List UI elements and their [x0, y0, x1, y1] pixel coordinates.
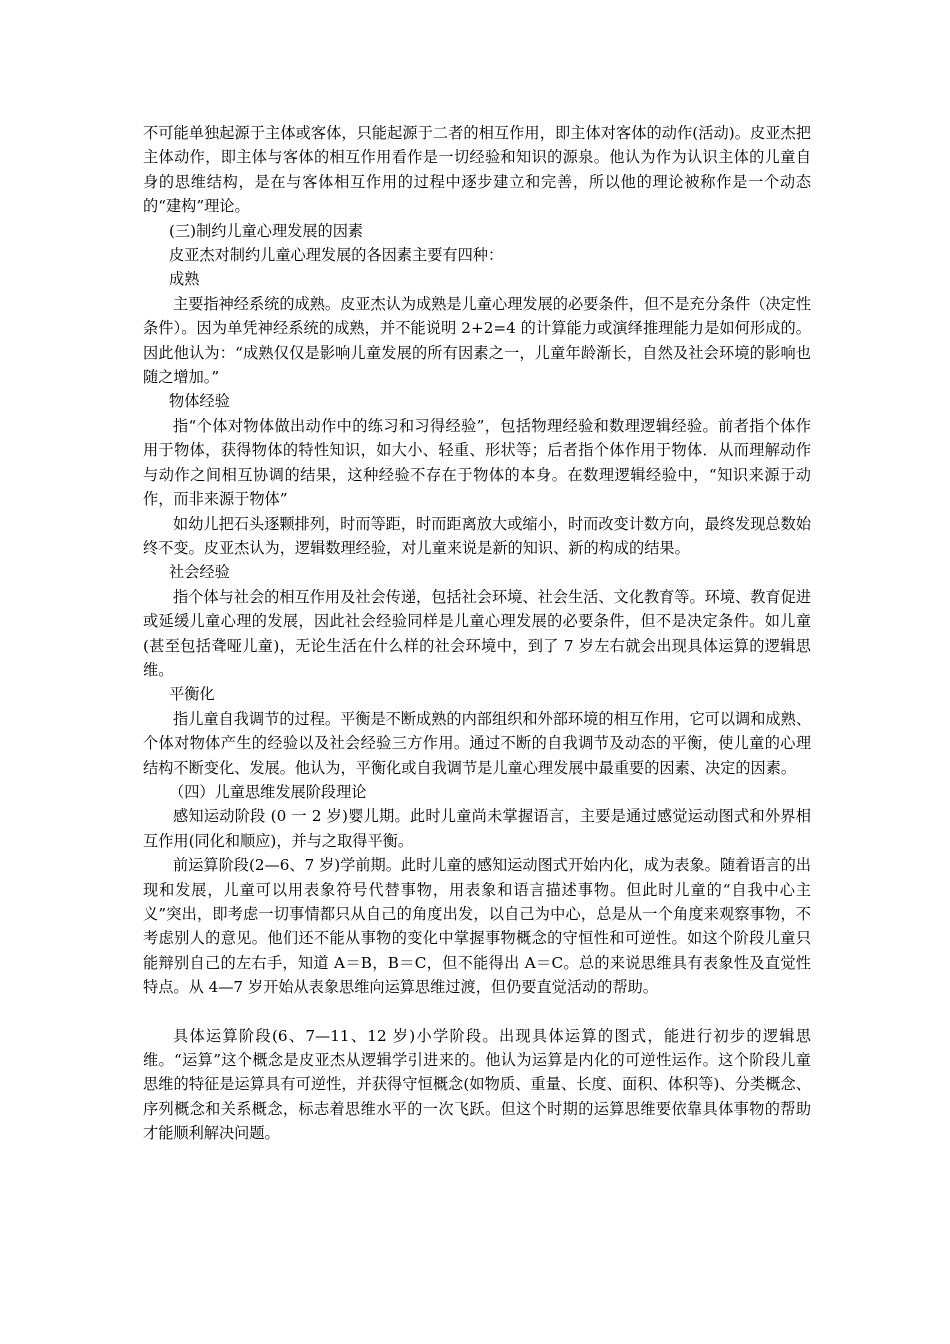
paragraph-gap [143, 1000, 811, 1024]
paragraph-social-experience: 指个体与社会的相互作用及社会传递，包括社会环境、社会生活、文化教育等。环境、教育促进或延缓儿童心理的发展，因此社会经验同样是儿童心理发展的必要条件，但不是决定条件。如儿童(甚至包括聋哑儿童)，无论生活在什么样的社会环境中，到了 7 岁左右就会出现具体运算的逻辑思维。 [143, 587, 811, 679]
document-page [143, 121, 811, 1146]
subheading-object-experience: 物体经验 [169, 392, 230, 411]
paragraph-sensorimotor-stage: 感知运动阶段 (0 一 2 岁)婴儿期。此时儿童尚未掌握语言，主要是通过感觉运动图式和外界相互作用(同化和顺应)，并与之取得平衡。 [143, 807, 811, 850]
paragraph-factors-intro: 皮亚杰对制约儿童心理发展的各因素主要有四种： [169, 246, 504, 265]
paragraph-maturation: 主要指神经系统的成熟。皮亚杰认为成熟是儿童心理发展的必要条件，但不是充分条件（决定性条件）。因为单凭神经系统的成熟，并不能说明 2+2=4 的计算能力或演绎推理能力是如何形成的。因此他认为：“成熟仅仅是影响儿童发展的所有因素之一，儿童年龄渐长，自然及社会环境的影响也随之增加。” [143, 294, 811, 387]
subheading-maturation: 成熟 [169, 270, 200, 289]
paragraph-object-experience: 指“个体对物体做出动作中的练习和习得经验”，包括物理经验和数理逻辑经验。前者指个体作用于物体，获得物体的特性知识，如大小、轻重、形状等；后者指个体作用于物体．从而理解动作与动作之间相互协调的结果，这种经验不存在于物体的本身。在数理逻辑经验中，“知识来源于动作，而非来源于物体” [143, 416, 811, 509]
paragraph-object-example: 如幼儿把石头逐颗排列，时而等距，时而距离放大或缩小，时而改变计数方向，最终发现总数始终不变。皮亚杰认为，逻辑数理经验，对儿童来说是新的知识、新的构成的结果。 [143, 514, 811, 557]
subheading-social-experience: 社会经验 [169, 563, 230, 582]
paragraph-preoperational-stage: 前运算阶段(2—6、7 岁)学前期。此时儿童的感知运动图式开始内化，成为表象。随着语言的出现和发展，儿童可以用表象符号代替事物，用表象和语言描述事物。但此时儿童的“自我中心主义”突出，即考虑一切事情都只从自己的角度出发，以自己为中心，总是从一个角度来观察事物，不考虑别人的意见。他们还不能从事物的变化中掌握事物概念的守恒性和可逆性。如这个阶段儿童只能辩别自己的左右手，知道 A＝B，B＝C，但不能得出 A＝C。总的来说思维具有表象性及直觉性特点。从 4—7 岁开始从表象思维向运算思维过渡，但仍要直觉活动的帮助。 [143, 856, 811, 997]
paragraph-concrete-operational-stage: 具体运算阶段(6、7—11、12 岁)小学阶段。出现具体运算的图式，能进行初步的逻辑思维。“运算”这个概念是皮亚杰从逻辑学引进来的。他认为运算是内化的可逆性运作。这个阶段儿童思维的特征是运算具有可逆性，并获得守恒概念(如物质、重量、长度、面积、体积等)、分类概念、序列概念和关系概念，标志着思维水平的一次飞跃。但这个时期的运算思维要依靠具体事物的帮助才能顺利解决问题。 [143, 1026, 811, 1143]
section-heading-factors: (三)制约儿童心理发展的因素 [169, 221, 364, 240]
subheading-equilibration: 平衡化 [169, 685, 215, 704]
section-heading-stages: （四）儿童思维发展阶段理论 [169, 782, 367, 801]
paragraph-continuation: 不可能单独起源于主体或客体，只能起源于二者的相互作用，即主体对客体的动作(活动)。皮亚杰把主体动作，即主体与客体的相互作用看作是一切经验和知识的源泉。他认为作为认识主体的儿童自身的思维结构，是在与客体相互作用的过程中逐步建立和完善，所以他的理论被称作是一个动态的“建构”理论。 [143, 124, 811, 216]
paragraph-equilibration: 指儿童自我调节的过程。平衡是不断成熟的内部组织和外部环境的相互作用，它可以调和成熟、个体对物体产生的经验以及社会经验三方作用。通过不断的自我调节及动态的平衡，使儿童的心理结构不断变化、发展。他认为，平衡化或自我调节是儿童心理发展中最重要的因素、决定的因素。 [143, 709, 811, 777]
